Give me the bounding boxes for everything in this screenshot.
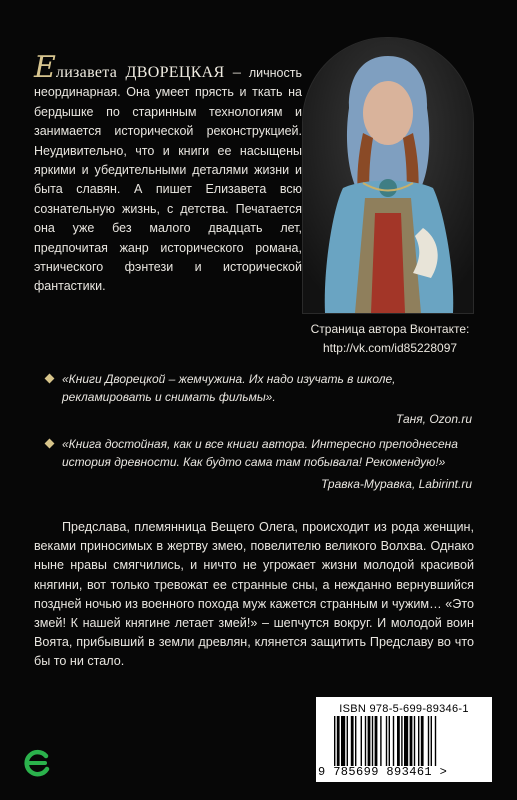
barcode-bar: [347, 716, 348, 766]
book-annotation: Предслава, племянница Вещего Олега, происходит из рода женщин, веками приносимых в жертву змею, повелителю великого Волхва. Однако ныне нравы смягчились, и ничто не угрожает жизни молодой красивой княгини, вот только тревожат ее странные сны, а нежданно вернувшийся поздней ночью из военного похода муж кажется странным и чужим… «Это змей! К нашей княгине летает змей!» – шепчутся вокруг. И молодой воин Воята, прибывший в земли древлян, клянется защитить Предславу во что бы то ни стало.: [34, 520, 474, 669]
barcode-bar: [428, 716, 429, 766]
vk-label: Страница автора Вконтакте:: [310, 322, 470, 336]
vk-info: [300, 320, 480, 358]
author-surname: ДВОРЕЦКАЯ: [125, 64, 225, 81]
barcode-bar: [404, 716, 408, 766]
barcode-bar: [361, 716, 362, 766]
barcode-bar: [414, 716, 415, 766]
review-quote: [62, 371, 472, 429]
author-dash: –: [224, 64, 242, 81]
barcode-bar: [368, 716, 371, 766]
author-bio: [34, 50, 302, 297]
barcode-bar: [418, 716, 419, 766]
diamond-bullet-icon: [45, 374, 55, 384]
review-quote: [62, 436, 472, 494]
author-portrait: [302, 37, 474, 314]
review-text: «Книга достойная, как и все книги автора. Интересно преподнесена история древности. Как будто сама там побывала! Рекомендую!»: [62, 437, 458, 469]
review-author: Таня, Ozon.ru: [395, 412, 472, 426]
barcode-bar: [375, 716, 378, 766]
barcode-bar: [386, 716, 387, 766]
drop-cap: Е: [34, 50, 56, 85]
barcode-digits: 9 785699 893461 >: [318, 765, 448, 779]
barcode-bar: [372, 716, 373, 766]
barcode-bar: [337, 716, 340, 766]
barcode-bar: [341, 716, 345, 766]
barcode-bar: [380, 716, 381, 766]
vk-link[interactable]: http://vk.com/id85228097: [322, 341, 458, 355]
barcode-box: [316, 697, 492, 782]
barcode-bar: [401, 716, 402, 766]
barcode-bar: [355, 716, 356, 766]
barcode-bar: [397, 716, 400, 766]
barcode-bar: [365, 716, 366, 766]
barcode-bar: [393, 716, 394, 766]
diamond-bullet-icon: [45, 439, 55, 449]
barcode-bar: [334, 716, 335, 766]
isbn-text: ISBN 978-5-699-89346-1: [339, 703, 469, 715]
review-text: «Книги Дворецкой – жемчужина. Их надо изучать в школе, рекламировать и снимать фильмы».: [62, 372, 396, 404]
barcode-bar: [351, 716, 354, 766]
barcode-bar: [410, 716, 413, 766]
barcode-bar: [421, 716, 424, 766]
barcode-bar: [389, 716, 390, 766]
review-author: Травка-Муравка, Labirint.ru: [321, 477, 472, 491]
eksmo-logo-icon: [22, 748, 52, 778]
barcode-bar: [435, 716, 436, 766]
author-first-name: лизавета: [55, 64, 126, 81]
barcode-bar: [431, 716, 432, 766]
author-bio-text: личность неординарная. Она умеет прясть и ткать на бердышке по старинным технологиям и занимается исторической реконструкцией. Неудивительно, что и книги ее насыщены яркими и убедительными деталями жизни и быта славян. А пишет Елизавета всю сознательную жизнь, с детства. Печатается она уже без малого двадцать лет, предпочитая жанр исторического романа, этнического фэнтези и исторической фантастики.: [34, 66, 302, 294]
barcode-bars: [334, 716, 484, 766]
